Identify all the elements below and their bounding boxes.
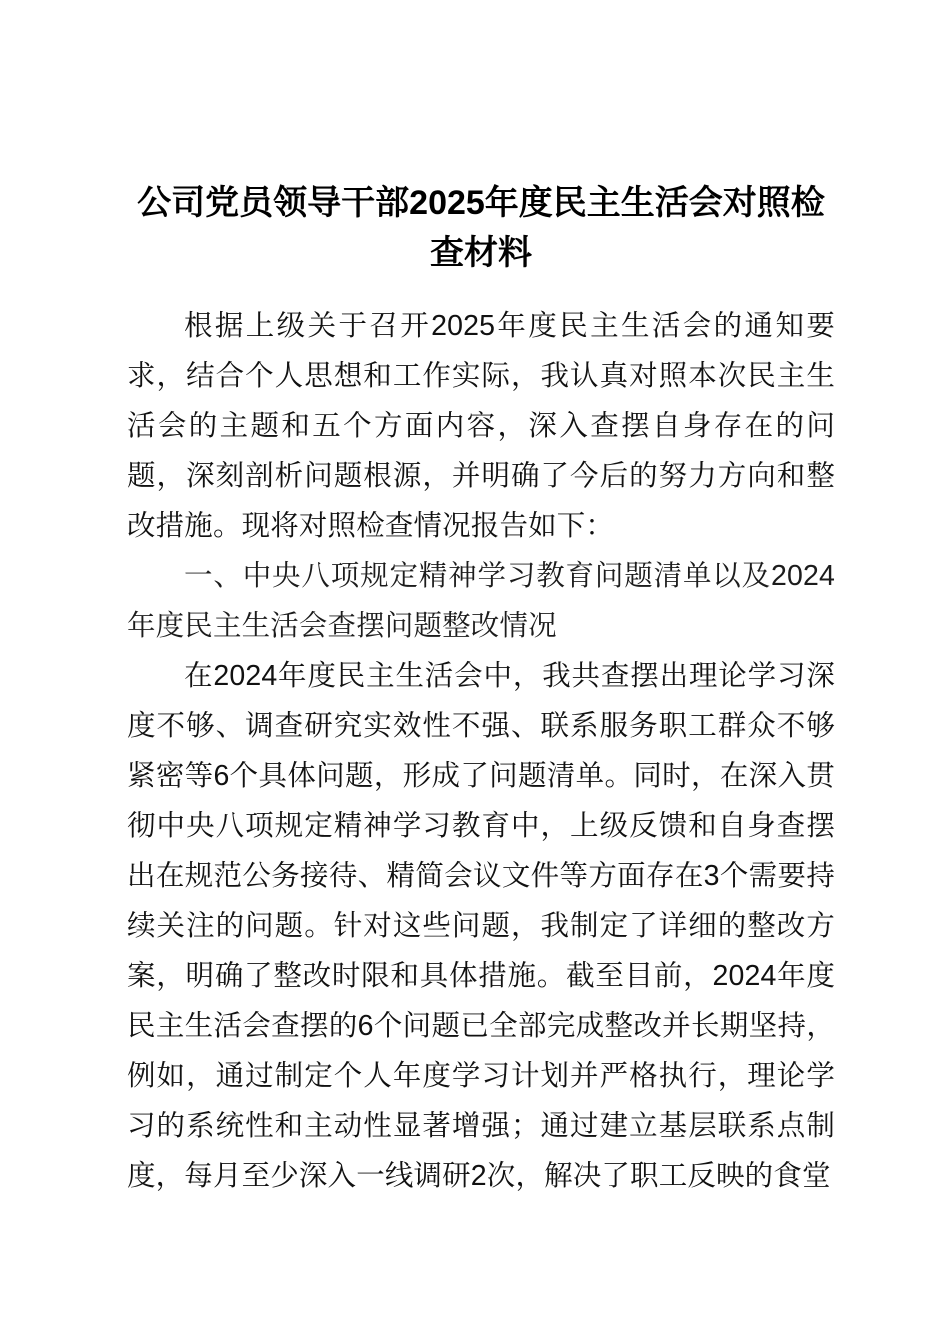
opening-paragraph: 根据上级关于召开2025年度民主生活会的通知要求，结合个人思想和工作实际，我认真对照本次民主生活会的主题和五个方面内容，深入查摆自身存在的问题，深刻剖析问题根源，并明确了今后的努力方向和整改措施。现将对照检查情况报告如下：	[127, 310, 835, 542]
document-content	[127, 0, 835, 1201]
section-one-body-paragraph: 在2024年度民主生活会中，我共查摆出理论学习深度不够、调查研究实效性不强、联系服务职工群众不够紧密等6个具体问题，形成了问题清单。同时，在深入贯彻中央八项规定精神学习教育中，上级反馈和自身查摆出在规范公务接待、精简会议文件等方面存在3个需要持续关注的问题。针对这些问题，我制定了详细的整改方案，明确了整改时限和具体措施。截至目前，2024年度民主生活会查摆的6个问题已全部完成整改并长期坚持，例如，通过制定个人年度学习计划并严格执行，理论学习的系统性和主动性显著增强；通过建立基层联系点制度，每月至少深入一线调研2次，解决了职工反映的食堂	[127, 660, 835, 1192]
page-title: 公司党员领导干部2025年度民主生活会对照检查材料	[137, 184, 825, 272]
section-heading-one: 一、中央八项规定精神学习教育问题清单以及2024年度民主生活会查摆问题整改情况	[127, 560, 835, 642]
